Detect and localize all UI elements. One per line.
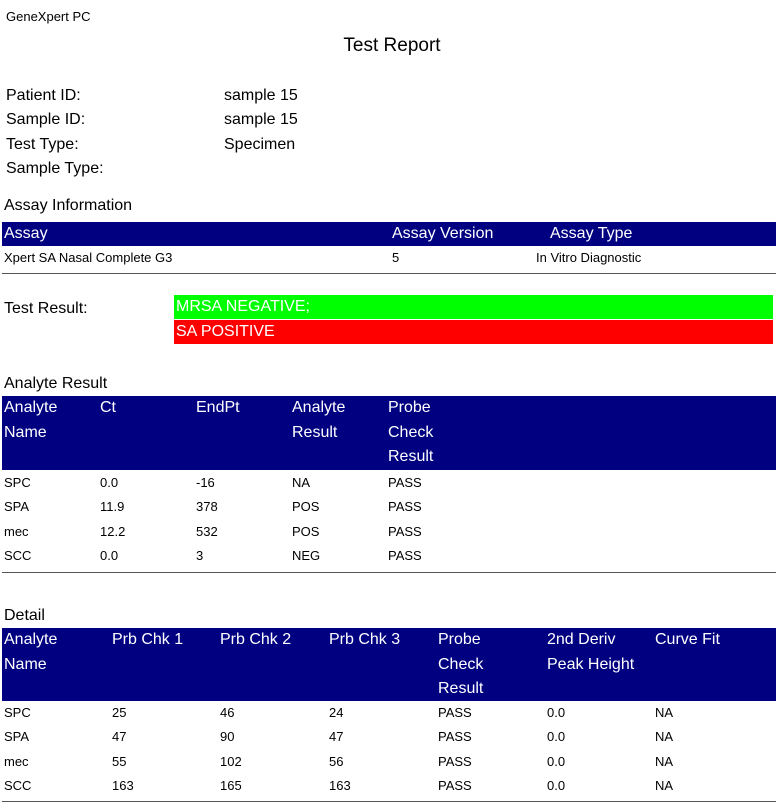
table-row bbox=[2, 778, 776, 798]
detail-col-header: Check bbox=[438, 655, 484, 673]
table-cell: 3 bbox=[196, 548, 204, 563]
table-cell: 56 bbox=[329, 754, 344, 769]
table-cell: NA bbox=[655, 705, 674, 720]
table-cell: 46 bbox=[220, 705, 235, 720]
table-cell: SPA bbox=[4, 729, 30, 744]
table-cell: NA bbox=[292, 475, 311, 490]
analyte-header bbox=[2, 396, 776, 470]
assay-version-col-header: Assay Version bbox=[392, 225, 494, 242]
sample-id-label: Sample ID: bbox=[6, 111, 86, 128]
table-row bbox=[2, 729, 776, 749]
table-cell: 25 bbox=[112, 705, 127, 720]
detail-col-header: Name bbox=[4, 655, 47, 673]
analyte-col-header: Name bbox=[4, 423, 47, 441]
assay-type: In Vitro Diagnostic bbox=[536, 250, 642, 265]
analyte-col-header: Analyte bbox=[292, 399, 346, 416]
table-cell: 90 bbox=[220, 729, 235, 744]
analyte-col-header: EndPt bbox=[196, 399, 240, 416]
table-cell: SPA bbox=[4, 499, 30, 514]
detail-col-header: Result bbox=[438, 680, 484, 697]
table-cell: 47 bbox=[112, 729, 127, 744]
assay-header bbox=[2, 222, 776, 246]
analyte-col-header: Probe bbox=[388, 399, 431, 416]
detail-col-header: Curve Fit bbox=[655, 631, 720, 648]
table-cell: 11.9 bbox=[100, 499, 125, 514]
test-type-label: Test Type: bbox=[6, 136, 79, 153]
divider bbox=[2, 572, 776, 573]
table-cell: 165 bbox=[220, 778, 242, 793]
table-cell: PASS bbox=[438, 754, 472, 769]
table-cell: POS bbox=[292, 499, 320, 514]
table-row bbox=[2, 499, 776, 519]
table-cell: SCC bbox=[4, 548, 32, 563]
analyte-col-header: Result bbox=[388, 448, 434, 465]
table-cell: NEG bbox=[292, 548, 321, 563]
table-cell: 12.2 bbox=[100, 524, 126, 539]
analyte-col-header: Ct bbox=[100, 399, 116, 416]
table-cell: NA bbox=[655, 754, 674, 769]
table-cell: 0.0 bbox=[100, 548, 119, 563]
assay-version: 5 bbox=[392, 250, 400, 265]
table-cell: PASS bbox=[388, 475, 422, 490]
analyte-col-header: Check bbox=[388, 423, 434, 441]
table-cell: 0.0 bbox=[547, 754, 566, 769]
detail-col-header: 2nd Deriv bbox=[547, 631, 616, 648]
test-type-value: Specimen bbox=[224, 136, 296, 153]
table-cell: 378 bbox=[196, 499, 218, 514]
detail-col-header: Analyte bbox=[4, 631, 58, 648]
table-row bbox=[2, 475, 776, 495]
table-row bbox=[2, 754, 776, 774]
table-cell: 163 bbox=[329, 778, 351, 793]
table-cell: PASS bbox=[388, 548, 422, 563]
page-title: Test Report bbox=[343, 35, 441, 56]
assay-type-col-header: Assay Type bbox=[550, 225, 633, 242]
table-cell: 163 bbox=[112, 778, 134, 793]
result-sa-positive: SA POSITIVE bbox=[174, 320, 773, 344]
table-cell: PASS bbox=[388, 524, 422, 539]
app-name: GeneXpert PC bbox=[6, 9, 91, 24]
sample-id-value: sample 15 bbox=[224, 111, 298, 128]
table-cell: PASS bbox=[438, 729, 472, 744]
table-cell: 55 bbox=[112, 754, 127, 769]
detail-col-header: Peak Height bbox=[547, 655, 635, 673]
table-row bbox=[2, 705, 776, 725]
result-mrsa-negative: MRSA NEGATIVE; bbox=[174, 295, 773, 319]
table-cell: NA bbox=[655, 729, 674, 744]
detail-col-header: Prb Chk 2 bbox=[220, 631, 292, 648]
table-cell: SPC bbox=[4, 705, 31, 720]
table-cell: -16 bbox=[196, 475, 215, 490]
detail-section-title: Detail bbox=[4, 607, 45, 624]
assay-row bbox=[2, 250, 776, 270]
table-cell: 24 bbox=[329, 705, 344, 720]
table-cell: 532 bbox=[196, 524, 218, 539]
detail-header bbox=[2, 628, 776, 701]
table-cell: 0.0 bbox=[547, 778, 566, 793]
table-cell: mec bbox=[4, 524, 29, 539]
detail-col-header: Probe bbox=[438, 631, 481, 648]
table-cell: POS bbox=[292, 524, 320, 539]
table-cell: PASS bbox=[438, 778, 472, 793]
patient-id-label: Patient ID: bbox=[6, 87, 81, 104]
table-cell: 0.0 bbox=[547, 729, 566, 744]
assay-section-title: Assay Information bbox=[4, 197, 133, 214]
table-row bbox=[2, 524, 776, 544]
analyte-section-title: Analyte Result bbox=[4, 375, 108, 392]
assay-col-header: Assay bbox=[4, 225, 48, 242]
table-cell: SCC bbox=[4, 778, 32, 793]
table-cell: PASS bbox=[438, 705, 472, 720]
detail-col-header: Prb Chk 3 bbox=[329, 631, 401, 648]
test-result-label: Test Result: bbox=[4, 300, 88, 317]
sample-type-label: Sample Type: bbox=[6, 160, 104, 177]
table-row bbox=[2, 548, 776, 568]
divider bbox=[2, 801, 776, 802]
analyte-col-header: Result bbox=[292, 423, 338, 441]
divider bbox=[2, 273, 776, 274]
table-cell: NA bbox=[655, 778, 674, 793]
patient-id-value: sample 15 bbox=[224, 87, 298, 104]
detail-col-header: Prb Chk 1 bbox=[112, 631, 184, 648]
table-cell: 47 bbox=[329, 729, 344, 744]
table-cell: SPC bbox=[4, 475, 31, 490]
table-cell: 0.0 bbox=[100, 475, 119, 490]
table-cell: PASS bbox=[388, 499, 422, 514]
analyte-col-header: Analyte bbox=[4, 399, 58, 416]
table-cell: mec bbox=[4, 754, 29, 769]
table-cell: 0.0 bbox=[547, 705, 566, 720]
assay-name: Xpert SA Nasal Complete G3 bbox=[4, 250, 173, 265]
table-cell: 102 bbox=[220, 754, 242, 769]
